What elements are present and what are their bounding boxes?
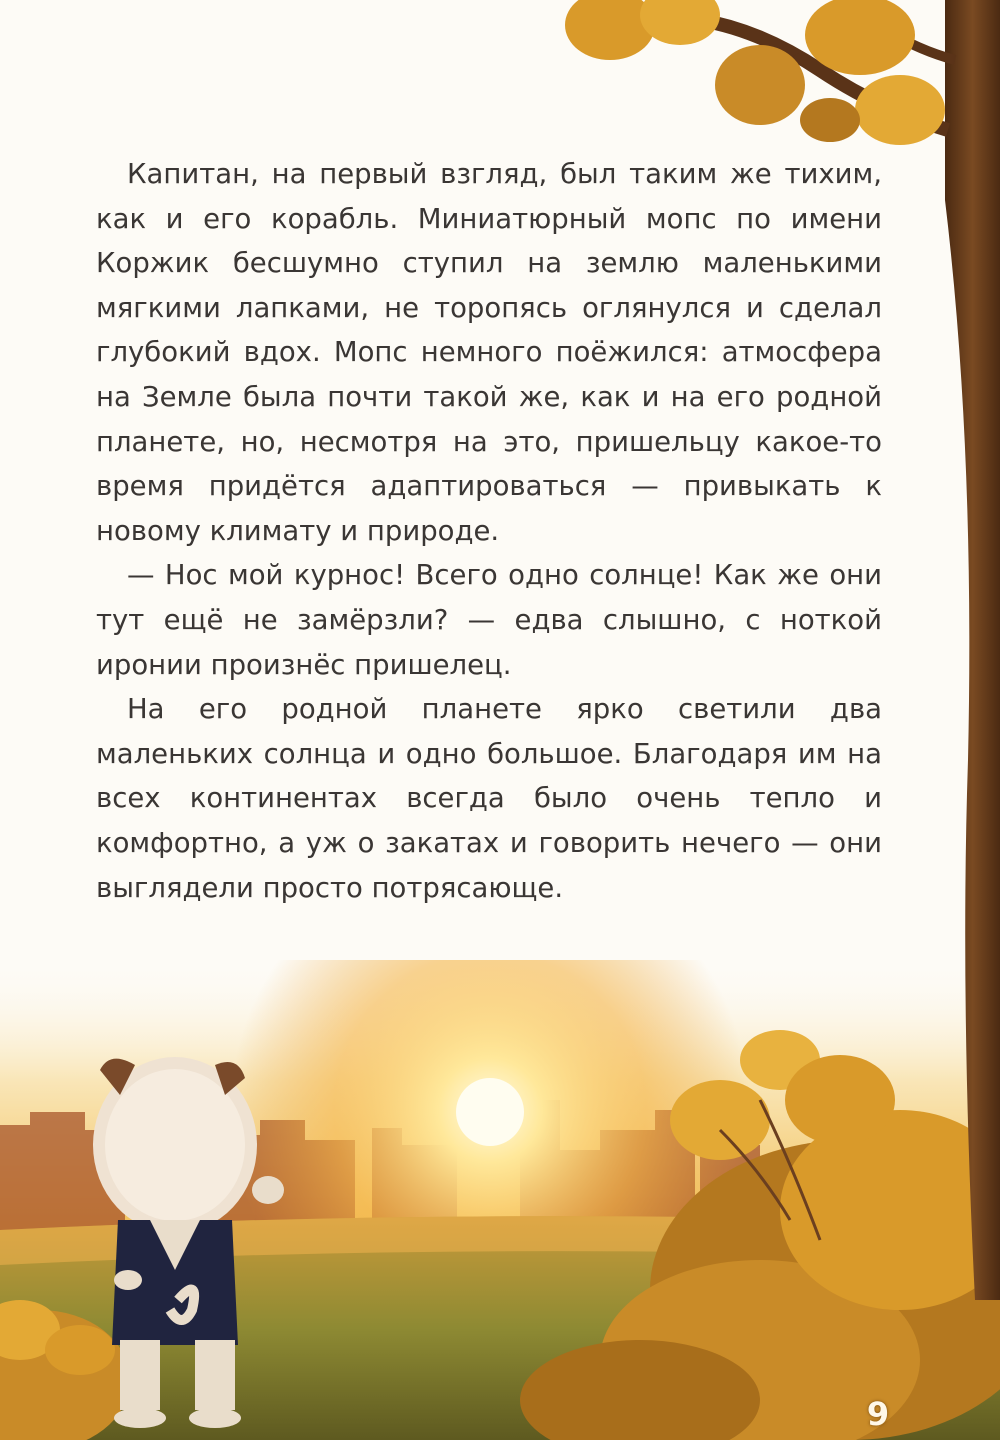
- tree-foliage: [565, 0, 945, 145]
- page-number: 9: [866, 1395, 890, 1433]
- paragraph-3: На его родной планете ярко светили два маленьких солнца и одно большое. Благодаря им на всех континентах всегда было очень тепло и комфортно, а уж о закатах и говорить нечего — они выглядели просто потрясающе.: [96, 693, 882, 904]
- paragraph-2: — Нос мой курнос! Всего одно солнце! Как же они тут ещё не замёрзли? — едва слышно, с ноткой иронии произнёс пришелец.: [96, 559, 882, 681]
- story-text: [96, 152, 882, 910]
- paragraph-1: Капитан, на первый взгляд, был таким же тихим, как и его корабль. Миниатюрный мопс по имени Коржик бесшумно ступил на землю маленькими мягкими лапками, не торопясь оглянулся и сделал глубокий вдох. Мопс немного поёжился: атмосфера на Земле была почти такой же, как и на его родной планете, но, несмотря на это, пришельцу какое-то время придётся адаптироваться — привыкать к новому климату и природе.: [96, 158, 882, 547]
